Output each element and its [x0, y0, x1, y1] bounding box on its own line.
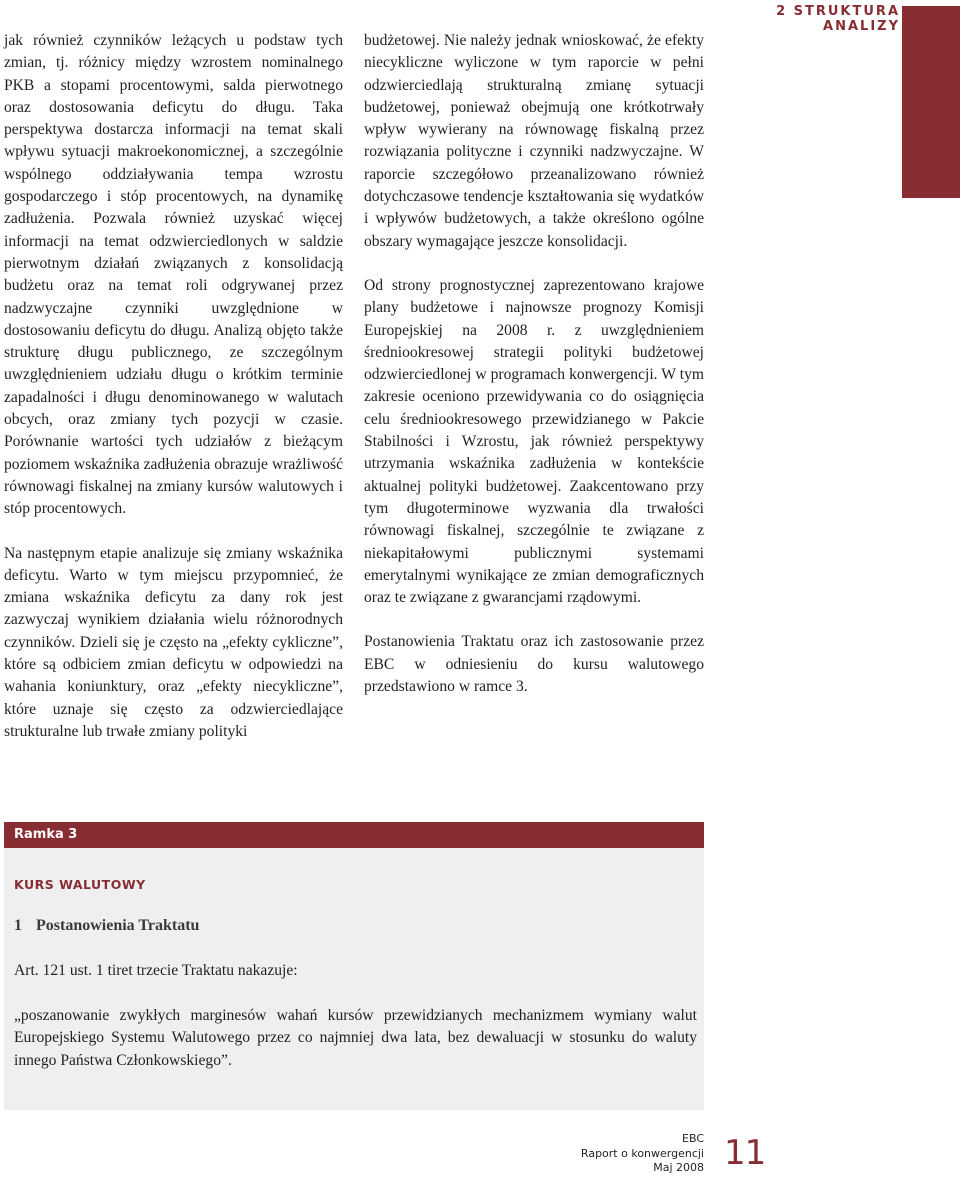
page-footer — [581, 1132, 704, 1176]
page-number: 11 — [724, 1133, 766, 1173]
treaty-quote: „poszanowanie zwykłych marginesów wahań kursów przewidzianych mechanizmem wymiany walut Europejskiego Systemu Walutowego przez co najmniej dwa lata, bez dewaluacji w stosunku do waluty innego Państwa Członkowskiego”. — [14, 1007, 697, 1069]
paragraph: budżetowej. Nie należy jednak wnioskować, że efekty niecykliczne wyliczone w tym raporcie w pełni odzwierciedlają strukturalną zmianę sytuacji budżetowej, ponieważ obejmują one krótkotrwały wpływ wywierany na równowagę fiskalną przez rozwiązania polityczne i czynniki nadzwyczajne. W raporcie szczegółowo przeanalizowano również dotychczasowe tendencje kształtowania się wydatków i wpływów budżetowych, a także określono ogólne obszary wymagające jeszcze konsolidacji. — [364, 32, 704, 250]
footer-org: EBC — [682, 1132, 704, 1145]
section-title: Postanowienia Traktatu — [36, 917, 200, 934]
footer-report-title: Raport o konwergencji — [580, 1146, 704, 1160]
paragraph: Na następnym etapie analizuje się zmiany wskaźnika deficytu. Warto w tym miejscu przypomnieć, że zmiana wskaźnika deficytu za dany rok jest zazwyczaj wynikiem działania wielu różnorodnych czynników. Dzieli się je często na „efekty cykliczne”, które są odbiciem zmian deficytu w odpowiedzi na wahania koniunktury, oraz „efekty niecykliczne”, które uznaje się często za odzwierciedlające strukturalne lub trwałe zmiany polityki — [4, 544, 343, 740]
paragraph: Od strony prognostycznej zaprezentowano krajowe plany budżetowe i najnowsze prognozy Komisji Europejskiej na 2008 r. z uwzględnieniem średniookresowej strategii polityki budżetowej odzwierciedlonej w programach konwergencji. W tym zakresie oceniono przewidywania co do osiągnięcia celu średniookresowego przewidzianego w Pakcie Stabilności i Wzrostu, jak również perspektywy utrzymania wskaźnika zadłużenia w kontekście aktualnej polityki budżetowej. Zaakcentowano przy tym długoterminowe wyzwania dla trwałości równowagi fiskalnej, szczególnie te związane z niekapitałowymi publicznymi systemami emerytalnymi wynikające ze zmian demograficznych oraz te związane z gwarancjami rządowymi. — [364, 276, 704, 607]
info-box — [4, 822, 704, 1110]
chapter-label-line2: ANALIZY — [823, 19, 900, 34]
section-number: 1 — [14, 917, 22, 934]
box-header: Ramka 3 — [4, 822, 704, 848]
chapter-color-bar — [902, 6, 960, 198]
left-text-column — [4, 30, 343, 743]
paragraph: Postanowienia Traktatu oraz ich zastosowanie przez EBC w odniesieniu do kursu walutowego przedstawiono w ramce 3. — [364, 633, 704, 696]
article-reference: Art. 121 ust. 1 tiret trzecie Traktatu nakazuje: — [14, 962, 298, 979]
chapter-tab — [722, 0, 960, 198]
box-subtitle: KURS WALUTOWY — [14, 877, 146, 892]
chapter-label — [776, 4, 900, 34]
box-section-heading — [14, 917, 199, 935]
right-text-column — [364, 30, 704, 698]
footer-date: Maj 2008 — [653, 1161, 704, 1174]
chapter-label-line1: 2 STRUKTURA — [776, 4, 900, 19]
paragraph: jak również czynników leżących u podstaw tych zmian, tj. różnicy między wzrostem nominalnego PKB a stopami procentowymi, salda pierwotnego oraz dostosowania deficytu do długu. Taka perspektywa dostarcza informacji na temat skali wpływu sytuacji makroekonomicznej, a szczególnie wspólnego oddziaływania tempa wzrostu gospodarczego i stóp procentowych, na dynamikę zadłużenia. Pozwala również uzyskać więcej informacji na temat odzwierciedlonych w saldzie pierwotnym działań związanych z konsolidacją budżetu oraz na temat roli odgrywanej przez nadzwyczajne czynniki uwzględnione w dostosowaniu deficytu do długu. Analizą objęto także strukturę długu publicznego, ze szczególnym uwzględnieniem udziału długu o krótkim terminie zapadalności i długu denominowanego w walutach obcych, oraz zmiany tych pozycji w czasie. Porównanie wartości tych udziałów z bieżącym poziomem wskaźnika zadłużenia obrazuje wrażliwość równowagi fiskalnej na zmiany kursów walutowych i stóp procentowych. — [4, 32, 343, 518]
